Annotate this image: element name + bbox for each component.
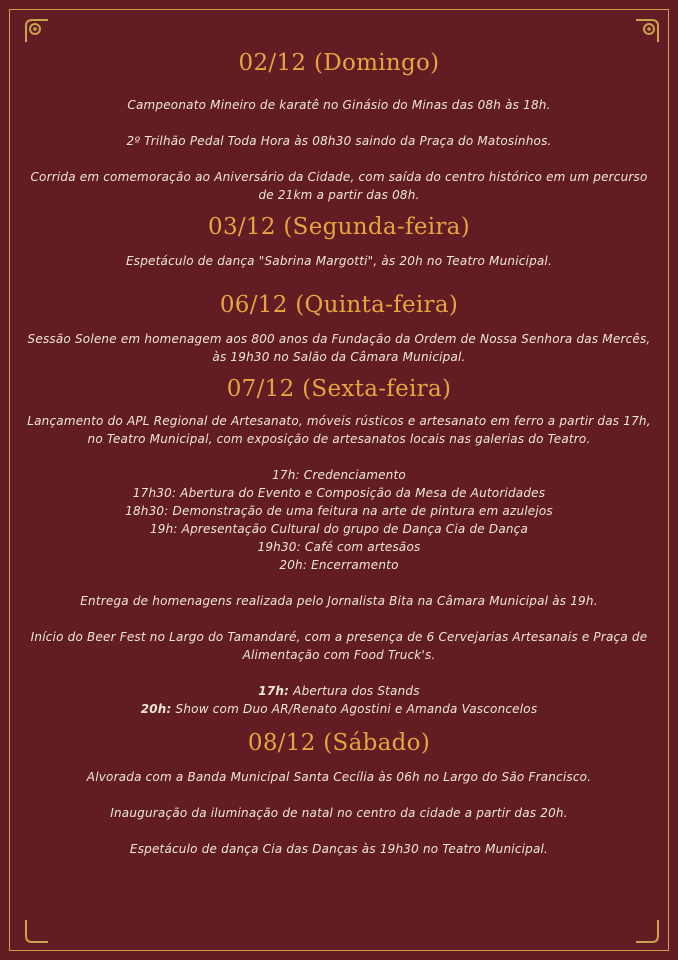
corner-ornament-icon [632,16,662,46]
schedule-time: 20h: [140,702,172,716]
schedule-item: 17h30: Abertura do Evento e Composição da Mesa de Autoridades [132,486,546,500]
schedule-item: 19h: Apresentação Cultural do grupo de Dança Cia de Dança [149,522,529,536]
event-item: Corrida em comemoração ao Aniversário da Cidade, com saída do centro histórico em um percurso de 21km a partir das 08h. [30,170,648,202]
schedule-time: 17h: [258,684,290,698]
corner-ornament-icon [632,916,662,946]
event-item: Entrega de homenagens realizada pelo Jornalista Bita na Câmara Municipal às 19h. [80,594,598,608]
schedule-item [22,682,656,700]
schedule-item: 17h: Credenciamento [272,468,406,482]
event-item: Espetáculo de dança "Sabrina Margotti", às 20h no Teatro Municipal. [126,254,552,268]
schedule-item: 20h: Encerramento [279,558,399,572]
day-heading: 02/12 (Domingo) [238,50,440,76]
schedule-item [22,700,656,718]
event-item: 2º Trilhão Pedal Toda Hora às 08h30 saindo da Praça do Matosinhos. [126,134,552,148]
event-schedule [22,48,656,858]
corner-ornament-icon [22,916,52,946]
event-item: Inauguração da iluminação de natal no centro da cidade a partir das 20h. [110,806,568,820]
schedule-item: 19h30: Café com artesãos [257,540,421,554]
event-item: Sessão Solene em homenagem aos 800 anos da Fundação da Ordem de Nossa Senhora das Mercês, às 19h30 no Salão da Câmara Municipal. [27,332,651,364]
day-heading: 07/12 (Sexta-feira) [226,376,452,402]
event-item: Alvorada com a Banda Municipal Santa Cecília às 06h no Largo do São Francisco. [86,770,592,784]
day-heading: 08/12 (Sábado) [247,730,431,756]
corner-ornament-icon [22,16,52,46]
schedule-item: 18h30: Demonstração de uma feitura na arte de pintura em azulejos [125,504,553,518]
event-item: Espetáculo de dança Cia das Danças às 19h30 no Teatro Municipal. [129,842,549,856]
event-item: Campeonato Mineiro de karatê no Ginásio do Minas das 08h às 18h. [127,98,551,112]
schedule-text: Show com Duo AR/Renato Agostini e Amanda Vasconcelos [171,702,538,716]
schedule-text: Abertura dos Stands [289,684,420,698]
event-item: Início do Beer Fest no Largo do Tamandaré, com a presença de 6 Cervejarias Artesanais e Praça de Alimentação com Food Truck's. [30,630,648,662]
day-heading: 06/12 (Quinta-feira) [219,292,459,318]
day-heading: 03/12 (Segunda-feira) [208,214,470,240]
event-item: Lançamento do APL Regional de Artesanato, móveis rústicos e artesanato em ferro a partir das 17h, no Teatro Municipal, com exposição de artesanatos locais nas galerias do Teatro. [27,414,651,446]
